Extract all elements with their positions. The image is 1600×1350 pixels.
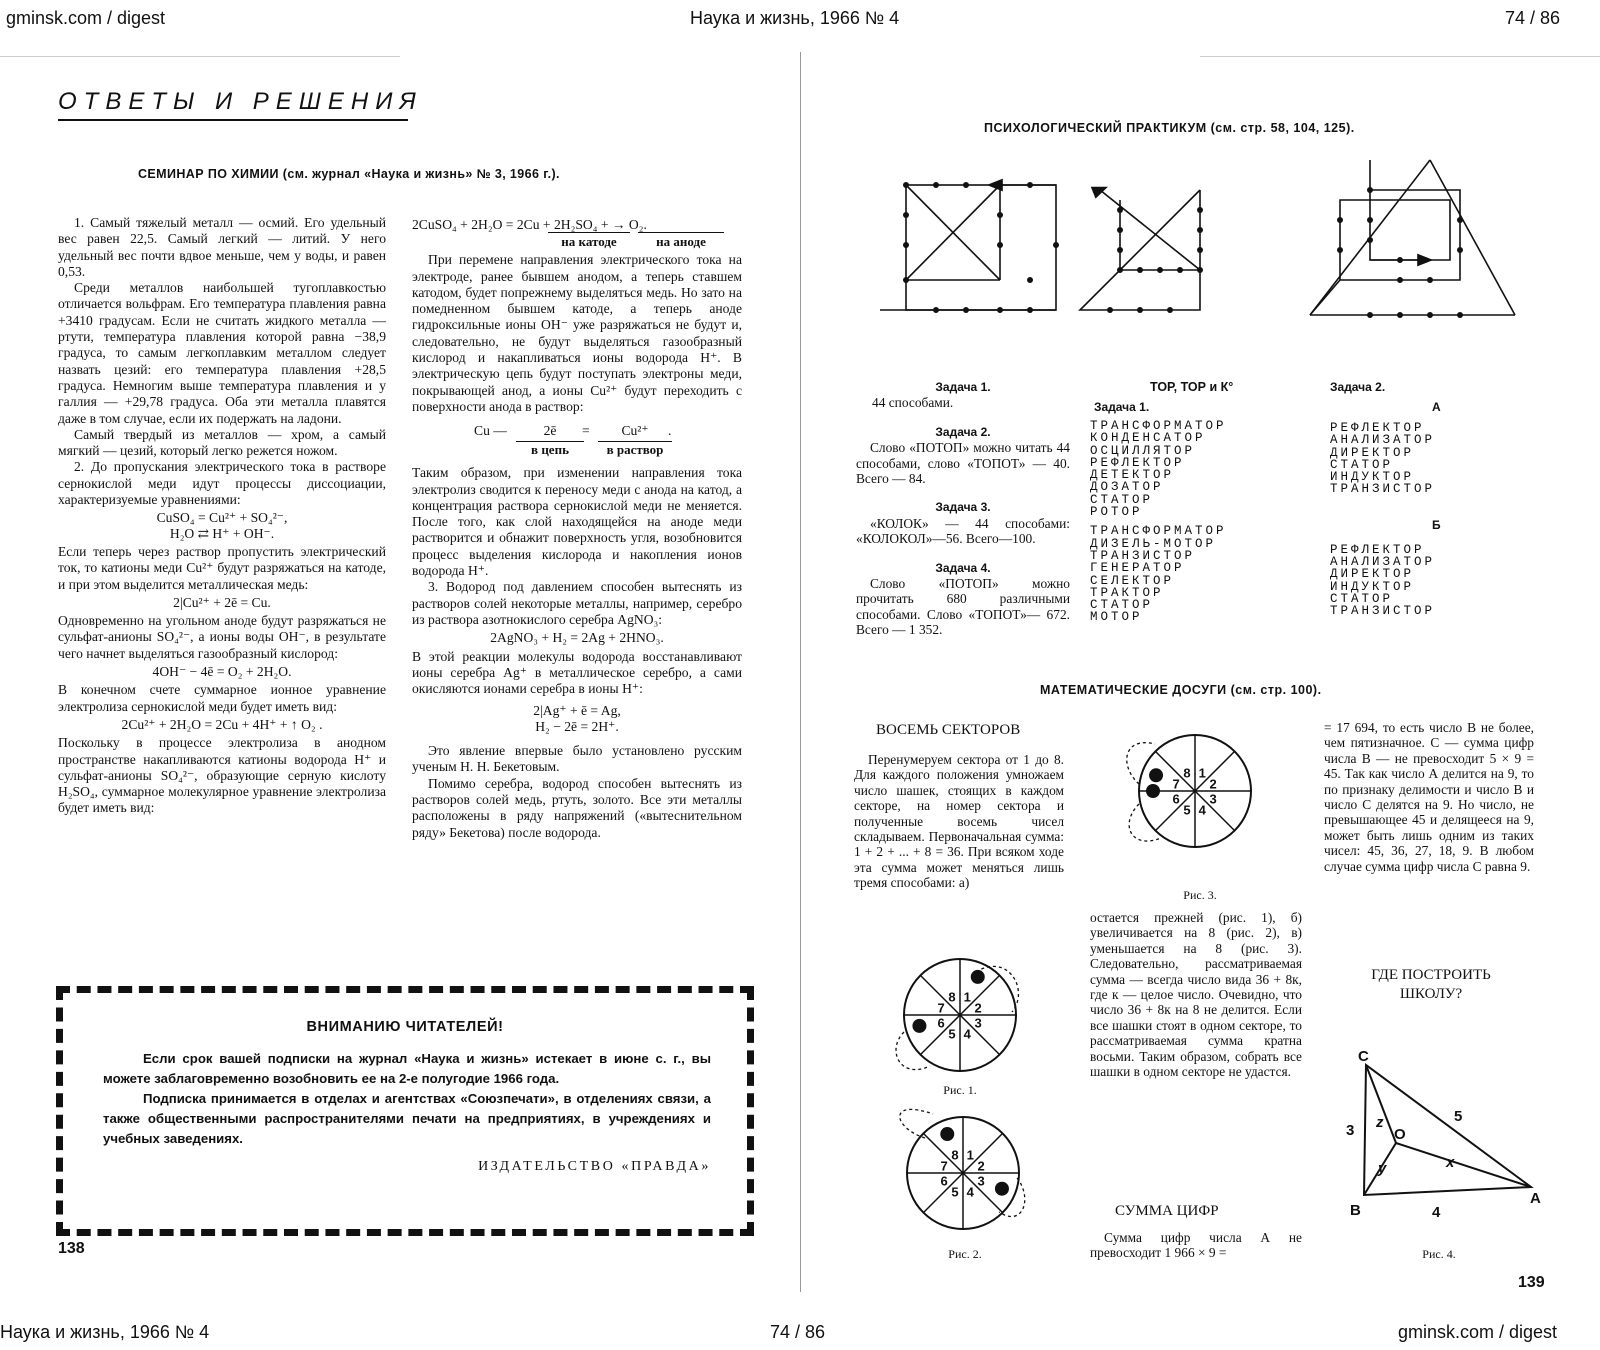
sector-number: 7 [1172, 776, 1180, 792]
list-item: ТРАКТОР [1090, 585, 1164, 600]
paragraph: В этой реакции молекулы водорода восстанавливают ионы серебра Ag⁺ в металлическое серебро, а сами окисляются ионами серебра в ионы H⁺: [412, 648, 742, 697]
equation-term: Cu — [474, 423, 507, 439]
sector-number: 8 [948, 989, 956, 1005]
solution-label: в раствор [598, 441, 672, 458]
puzzle-figure-3 [1310, 160, 1515, 315]
sector-number: 7 [940, 1158, 948, 1174]
triangle [1364, 1065, 1531, 1195]
checker-piece [971, 970, 985, 984]
site-label-bottom: gminsk.com / digest [1398, 1322, 1558, 1342]
paragraph: Это явление впервые было установлено русским ученым Н. Н. Бекетовым. [412, 743, 742, 775]
checker-piece [1146, 784, 1160, 798]
page-counter-bottom: 74 / 86 [770, 1322, 826, 1342]
list-item: СЕЛЕКТОР [1090, 573, 1175, 588]
sector-number: 4 [1198, 802, 1206, 818]
sector-number: 3 [977, 1173, 985, 1189]
puzzle-figure-2 [1080, 188, 1200, 310]
list-item: ИНДУКТОР [1330, 579, 1415, 594]
paragraph: Сумма цифр числа А не превосходит 1 966 × 9 = [1090, 1230, 1302, 1261]
list-item: ДЕТЕКТОР [1090, 468, 1175, 483]
list-item: ДИРЕКТОР [1330, 567, 1415, 582]
page-number-right: 139 [1518, 1274, 1545, 1291]
figure-caption: Рис. 2. [948, 1247, 982, 1261]
word-list [1090, 420, 1310, 518]
list-item: ДОЗАТОР [1090, 480, 1164, 495]
sector-number: 1 [1198, 765, 1206, 781]
list-item: СТАТОР [1090, 598, 1154, 613]
paragraph: Таким образом, при изменении направления тока электролиз сводится к переносу меди с анода на катод, а концентрация раствора сернокислой меди не меняется. После того, как слой находящейся на аноде меди растворится и обнажит поверхность угля, возобновится процесс выделения кислорода и накопления ионов водорода H⁺. [412, 465, 742, 579]
sector-number: 1 [966, 1147, 974, 1163]
equation: 2AgNO₃ + H₂ = 2Ag + 2HNO₃. [490, 630, 664, 646]
list-item: АНАЛИЗАТОР [1330, 555, 1436, 570]
side-label: 5 [1454, 1108, 1463, 1125]
puzzle-dots-1 [903, 182, 1059, 313]
equation-annotations [412, 235, 742, 252]
sector-number: 4 [963, 1026, 971, 1042]
word-list [1090, 525, 1310, 623]
equation: 2CuSO₄ + 2H₂O = 2Cu + 2H₂SO₄ + → O₂. [412, 217, 647, 232]
sector-wheel-fig3 [1125, 726, 1265, 856]
document-title-bottom: Наука и жизнь, 1966 № 4 [0, 1322, 210, 1342]
sector-number: 2 [1209, 776, 1217, 792]
list-item: РОТОР [1090, 505, 1143, 520]
seminar-heading: СЕМИНАР ПО ХИМИИ (см. журнал «Наука и жизнь» № 3, 1966 г.). [138, 167, 560, 181]
segment-label: x [1446, 1154, 1455, 1171]
equation: 2|Ag⁺ + ē = Ag, [533, 703, 621, 719]
sector-number: 2 [977, 1158, 985, 1174]
list-item: ТРАНЗИСТОР [1330, 482, 1436, 497]
checker-piece [1149, 768, 1163, 782]
move-arrow [1129, 804, 1161, 841]
figure-caption: Рис. 1. [943, 1083, 977, 1097]
text-column-2 [412, 215, 742, 841]
sector-number: 6 [940, 1173, 948, 1189]
site-label: gminsk.com / digest [6, 8, 166, 28]
sector-number: 5 [951, 1184, 959, 1200]
equation: 2Cu²⁺ + 2H₂O = 2Cu + 4H⁺ + ↑ O₂ . [121, 716, 323, 732]
paragraph: В конечном счете суммарное ионное уравнение электролиза сернокислой меди будет иметь вид: [58, 682, 386, 714]
eight-sectors-text-cont [1090, 910, 1302, 1079]
sector-number: 5 [948, 1026, 956, 1042]
page-divider [800, 52, 801, 1292]
sector-wheel-fig1 [890, 950, 1030, 1080]
task-title: Задача 1. [935, 380, 991, 394]
task-title: Задача 3. [935, 500, 991, 515]
task-title: Задача 4. [935, 560, 991, 575]
sector-number: 8 [1183, 765, 1191, 781]
sector-number: 3 [974, 1015, 982, 1031]
copper-equation: Cu — 2ē = Cu²⁺ . в цепь в раствор [474, 423, 672, 458]
equation: 4OH⁻ − 4ē = O₂ + 2H₂O. [152, 664, 292, 680]
figure-caption: Рис. 3. [1183, 888, 1217, 902]
word-list [1330, 544, 1570, 618]
sector-number: 6 [937, 1015, 945, 1031]
side-label: 3 [1346, 1122, 1355, 1139]
paragraph: Самый твердый из металлов — хром, а самый мягкий — цезий, который легко режется ножом. [58, 426, 386, 459]
sector-number: 8 [951, 1147, 959, 1163]
page-number-left: 138 [58, 1240, 85, 1257]
move-arrow [900, 1109, 933, 1138]
list-item: ТРАНЗИСТОР [1330, 604, 1436, 619]
triangle-figure [1336, 1045, 1541, 1221]
vertex-label: B [1350, 1202, 1361, 1219]
paragraph: Если теперь через раствор пропустить электрический ток, то катионы меди Cu²⁺ будут разряжаться на катоде, и при этом выделится металлическая медь: [58, 543, 386, 592]
paragraph: 2. До пропускания электрического тока в растворе сернокислой меди идут процессы диссоциации, характеризуемые уравнениями: [58, 459, 386, 508]
equation: 2|Cu²⁺ + 2ē = Cu. [173, 594, 271, 610]
sector-number: 2 [974, 1000, 982, 1016]
sector-number: 3 [1209, 791, 1217, 807]
sector-wheel-fig2 [893, 1108, 1033, 1238]
sum-text [1090, 1230, 1302, 1261]
word-list [1330, 422, 1570, 496]
list-item: ГЕНЕРАТОР [1090, 561, 1185, 576]
sector-number: 6 [1172, 791, 1180, 807]
page-counter: 74 / 86 [1505, 8, 1561, 28]
school-title: ГДЕ ПОСТРОИТЬ ШКОЛУ? [1371, 967, 1491, 1002]
psych-heading: ПСИХОЛОГИЧЕСКИЙ ПРАКТИКУМ (см. стр. 58, 104, 125). [984, 121, 1355, 135]
list-item: ДИРЕКТОР [1330, 445, 1415, 460]
checker-piece [940, 1127, 954, 1141]
anode-label: на аноде [638, 232, 724, 250]
list-item: ТРАНСФОРМАТОР [1090, 419, 1227, 433]
sum-text-cont [1324, 720, 1534, 874]
section-title: ОТВЕТЫ И РЕШЕНИЯ [58, 88, 423, 115]
paragraph: Одновременно на угольном аноде будут разряжаться не сульфат-анионы SO₄²⁻, а ионы воды OH⁻, в результате чего начнет выделяться газообразный кислород: [58, 613, 386, 661]
sum-title: СУММА ЦИФР [1115, 1203, 1219, 1219]
paragraph: Поскольку в процессе электролиза в анодном пространстве накапливаются катионы водорода H⁺ и сульфат-анионы SO₄²⁻, образующие серную кислоту H₂SO₄, суммарное молекулярное уравнение электролиза будет иметь вид: [58, 735, 386, 816]
eight-sectors-text [854, 752, 1064, 891]
task-title: Задача 2. [1330, 380, 1386, 394]
notice-paragraph: Подписка принимается в отделах и агентствах «Союзпечати», в отделениях связи, а также общественными распространителями печати на предприятиях, в учреждениях и учебных заведениях. [103, 1091, 711, 1146]
list-item: ДИЗЕЛЬ-МОТОР [1090, 536, 1217, 551]
point-label: O [1394, 1126, 1406, 1143]
paragraph: Среди металлов наибольшей тугоплавкостью отличается вольфрам. Его температура плавления равна +3410 градусам. Если не считать жидкого металла — ртути, температура плавления которой равна −38,9 градуса, то самым легкоплавким металлом следует назвать цезий: его температура плавления +28,5 градуса. Немногим выше температура плавления и у галлия — +29,78 градуса. Оба эти металла плавятся даже в том случае, если их подержать на ладони. [58, 280, 386, 426]
vertex-label: C [1358, 1048, 1369, 1065]
equation-term: Cu²⁺ [621, 423, 649, 439]
sector-number: 4 [966, 1184, 974, 1200]
page-edge [0, 56, 400, 57]
segment-oa [1396, 1143, 1531, 1187]
list-item: РЕФЛЕКТОР [1090, 455, 1185, 470]
notice-paragraph: Если срок вашей подписки на журнал «Наука и жизнь» истекает в июне с. г., вы можете заблаговременно возобновить ее на 2-е полугодие 1966 года. [103, 1051, 711, 1086]
checker-piece [912, 1019, 926, 1033]
paragraph: Помимо серебра, водород способен вытеснять из растворов солей медь, ртуть, золото. Все эти металлы расположены в ряду напряжений («вытеснительном ряду» Бекетова) после водорода. [412, 775, 742, 840]
puzzle-dots-3 [1337, 187, 1463, 318]
title-underline [58, 119, 408, 121]
paragraph: остается прежней (рис. 1), б) увеличивается на 8 (рис. 2), в) уменьшается на 8 (рис. 3). Следовательно, рассматриваемая сумма — всегда число вида 36 + 8к, где к — целое число. Очевидно, что число 36 + 8к на 8 не делится. Если все шашки стоят в одном секторе, то рассматриваемая сумма кратна восьми. Таким образом, собрать все шашки в одном секторе не удастся. [1090, 910, 1302, 1080]
paragraph: = 17 694, то есть число В не более, чем пятизначное. С — сумма цифр числа В — не превосходит 5 × 9 = 45. Так как число А делится на 9, то по признаку делимости и число В и число С делятся на 9. Но число, не превышающее 45 и делящееся на 9, может быть лишь одним из таких чисел: 45, 36, 27, 18, 9. В любом случае сумма цифр числа С равна 9. [1324, 720, 1534, 874]
task-answer: 44 способами. [872, 395, 954, 411]
tor-column [1090, 380, 1310, 624]
document-title: Наука и жизнь, 1966 № 4 [690, 8, 900, 28]
psych-tasks [856, 380, 1070, 638]
puzzle-figures [870, 160, 1550, 335]
math-heading: МАТЕМАТИЧЕСКИЕ ДОСУГИ (см. стр. 100). [1040, 683, 1322, 697]
vertex-label: A [1530, 1190, 1541, 1207]
list-item: ТРАНЗИСТОР [1090, 548, 1196, 563]
circuit-label: в цепь [516, 441, 584, 458]
list-item: МОТОР [1090, 610, 1143, 625]
cathode-label: на катоде [548, 232, 630, 250]
variant-label: Б [1432, 517, 1441, 532]
list-item: СТАТОР [1330, 591, 1394, 606]
segment-label: y [1378, 1160, 1387, 1177]
side-label: 4 [1432, 1204, 1441, 1221]
list-item: РЕФЛЕКТОР [1330, 542, 1425, 557]
tor2-column [1330, 380, 1570, 618]
list-item: ТРАНСФОРМАТОР [1090, 524, 1227, 539]
task-title: Задача 1. [1094, 400, 1150, 414]
list-item: ОСЦИЛЛЯТОР [1090, 443, 1196, 458]
variant-label: А [1432, 400, 1441, 414]
paragraph: 3. Водород под давлением способен вытеснять из растворов солей некоторые металлы, например, серебро из раствора азотнокислого серебра AgNO₃: [412, 579, 742, 627]
notice-box [56, 986, 754, 1236]
list-item: СТАТОР [1330, 457, 1394, 472]
list-item: КОНДЕНСАТОР [1090, 431, 1206, 446]
task-answer: Слово «ПОТОП» можно читать 44 способами, слово «ТОПОТ» — 40. Всего — 84. [856, 440, 1070, 487]
eight-sectors-title: ВОСЕМЬ СЕКТОРОВ [876, 722, 1021, 738]
list-item: ИНДУКТОР [1330, 470, 1415, 485]
sector-number: 5 [1183, 802, 1191, 818]
tor-heading: ТОР, ТОР и К° [1150, 380, 1234, 394]
page-edge [1200, 56, 1600, 57]
equation: H₂O ⇄ H⁺ + OH⁻. [169, 525, 275, 541]
task-title: Задача 2. [935, 424, 991, 439]
sector-number: 1 [963, 989, 971, 1005]
equation-term: 2ē [543, 423, 557, 439]
task-answer: «КОЛОК» — 44 способами: «КОЛОКОЛ»—56. Всего—100. [856, 515, 1070, 547]
list-item: СТАТОР [1090, 492, 1154, 507]
list-item: РЕФЛЕКТОР [1330, 421, 1425, 435]
text-column-1 [58, 215, 386, 817]
notice-title: ВНИМАНИЮ ЧИТАТЕЛЕЙ! [306, 1019, 504, 1035]
paragraph: При перемене направления электрического тока на электроде, ранее бывшем анодом, а теперь ставшем катодом, будет попрежнему выделяться медь. Но зато на помедненном бывшем катоде, а теперь аноде гидроксильные ионы OH⁻ уже разряжаться не будут и, следовательно, не будут выделяться газообразный кислород и накапливаться ионы водорода H⁺. В электрическую цепь будут поступать электроны меди, покрывающей анод, а ионы Cu²⁺ будут переходить с поверхности анода в раствор: [412, 252, 742, 414]
paragraph: 1. Самый тяжелый металл — осмий. Его удельный вес равен 22,5. Самый легкий — литий. У него удельный вес почти вдвое меньше, чем у воды, и равен 0,53. [58, 215, 386, 279]
equation: H₂ − 2ē = 2H⁺. [535, 718, 619, 734]
checker-piece [995, 1182, 1009, 1196]
task-answer: Слово «ПОТОП» можно прочитать 680 различными способами. Слово «ТОПОТ»— 672. Всего — 1 352. [856, 576, 1070, 638]
segment-label: z [1376, 1114, 1384, 1131]
sector-number: 7 [937, 1000, 945, 1016]
paragraph: Перенумеруем сектора от 1 до 8. Для каждого положения умножаем число шашек, стоящих в каждом секторе, на номер сектора и полученные восемь чисел складываем. Первоначальная сумма: 1 + 2 + ... + 8 = 36. При всяком ходе эта сумма может меняться лишь тремя способами: а) [854, 752, 1064, 891]
publisher-sign: ИЗДАТЕЛЬСТВО «ПРАВДА» [478, 1159, 711, 1174]
figure-caption: Рис. 4. [1422, 1247, 1456, 1261]
equation: CuSO₄ = Cu²⁺ + SO₄²⁻, [156, 510, 288, 526]
list-item: АНАЛИЗАТОР [1330, 433, 1436, 448]
